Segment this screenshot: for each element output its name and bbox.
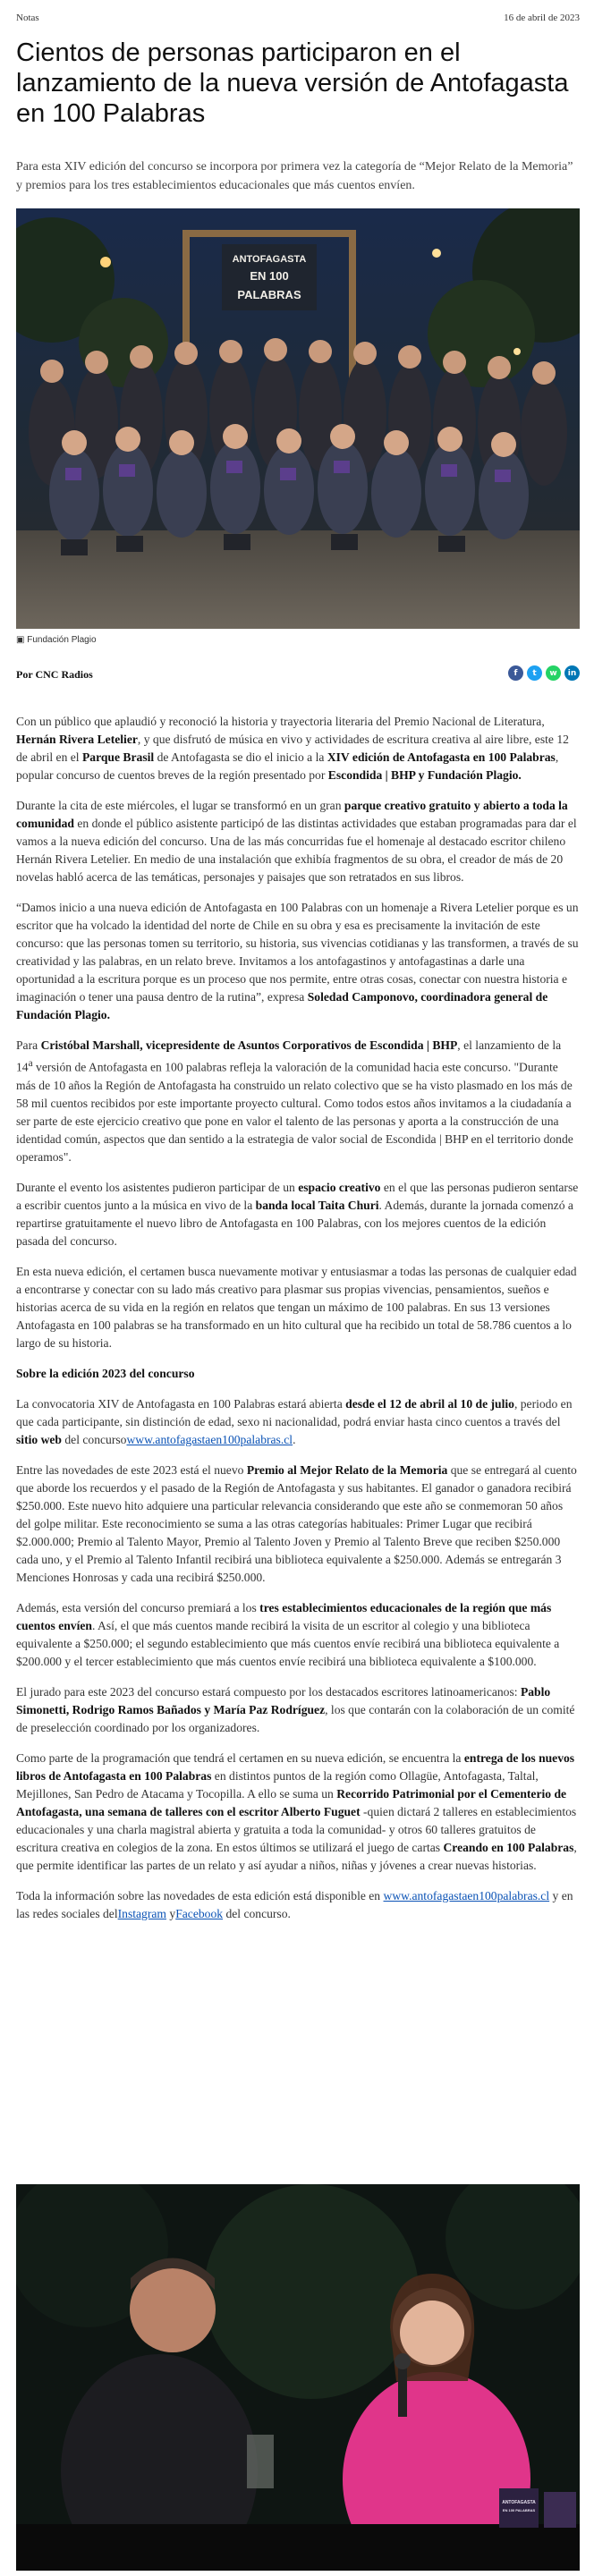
paragraph-12: Toda la información sobre las novedades de esta edición está disponible en www.antofagastaen100palabras.cl y en las redes sociales delInstagram yFacebook del concurso. [16, 1888, 573, 1920]
linkedin-icon[interactable]: in [564, 665, 580, 681]
sign-line-2: EN 100 [250, 269, 289, 283]
facebook-link[interactable]: Facebook [175, 1906, 224, 1920]
facebook-icon[interactable]: f [508, 665, 523, 681]
paragraph-8: Entre las novedades de este 2023 está el nuevo Premio al Mejor Relato de la Memoria que se entregará al cuento que aborde los recuerdos y el pasado de la Región de Antofagasta y sus habitantes. El ganador o ganadora recibirá $250.000. Este nuevo hito adquiere una particular relevancia considerando que este año se conmemoran 50 años del golpe militar. Este reconocimiento se suma a las otras categorías habituales: Primer Lugar que recibirá $2.000.000; Premio al Talento Mayor, Premio al Talento Joven y Premio al Talento Breve que reciben $250.000 cada uno, y el Premio al Talento Infantil recibirá una biblioteca equivalente a $250.000. Además se entregarán 3 Menciones Honrosas y cada una recibirá $250.000. [16, 1462, 577, 1584]
twitter-icon[interactable]: t [527, 665, 542, 681]
second-photo [16, 2184, 580, 2571]
section-heading: Sobre la edición 2023 del concurso [16, 1366, 195, 1380]
paragraph-7: La convocatoria XIV de Antofagasta en 100 Palabras estará abierta desde el 12 de abril al 10 de julio, periodo en que cada participante, sin distinción de edad, sexo ni nacionalidad, podrá enviar hasta cinco cuentos a través del sitio web del concursowww.antofagastaen100palabras.cl. [16, 1396, 573, 1446]
section-label[interactable]: Notas [16, 13, 39, 23]
sign-line-3: PALABRAS [237, 288, 301, 301]
article-title: Cientos de personas participaron en el lanzamiento de la nueva versión de Antofagasta en 100 Palabras [16, 38, 569, 128]
top-bar [16, 13, 580, 27]
sign-line-1: ANTOFAGASTA [232, 254, 307, 265]
contest-website-link[interactable]: www.antofagastaen100palabras.cl [126, 1432, 293, 1446]
article-lead: Para esta XIV edición del concurso se incorpora por primera vez la categoría de “Mejor Relato de la Memoria” y premios para los tres establecimientos educacionales que más cuentos envíen. [16, 160, 573, 192]
photo-caption-text: Fundación Plagio [27, 635, 97, 645]
paragraph-9: Además, esta versión del concurso premiará a los tres establecimientos educacionales de la región que más cuentos envíen. Así, el que más cuentos mande recibirá la visita de un escritor al colegio y una biblioteca equivalente a $250.000; el segundo establecimiento que más cuentos envíe recibirá una biblioteca equivalente a $200.000 y el tercer establecimiento que más cuentos envíe recibirá una biblioteca equivalente a $100.000. [16, 1600, 560, 1668]
photo-caption [16, 635, 97, 645]
book-title-2: EN 100 PALABRAS [502, 2508, 536, 2512]
main-photo [16, 208, 580, 629]
paragraph-4: Para Cristóbal Marshall, vicepresidente de Asuntos Corporativos de Escondida | BHP, el lanzamiento de la 14$^a$ versión de Antofagasta en 100 palabras refleja la valoración de la comunidad hacia este concurso. "Durante más de 10 años la Región de Antofagasta ha construido un relato colectivo que se ha visto plasmado en los más de 58 mil cuentos recibidos por este importante proyecto cultural. Como todos estos años invitamos a la ciudadanía a ser parte de este ejercicio creativo que pone en valor el talento de las personas y aporta a la construcción de una identidad común, aspectos que dan sentido a la estrategia de valor social de Escondida | BHP en el territorio donde operamos". [16, 1038, 573, 1164]
camera-icon: ▣ [16, 635, 25, 645]
paragraph-10: El jurado para este 2023 del concurso estará compuesto por los destacados escritores latinoamericanos: Pablo Simonetti, Rodrigo Ramos Bañados y María Paz Rodríguez, los que contarán con la colaboración de un comité de preselección coordinado por los organizadores. [16, 1684, 575, 1734]
instagram-link[interactable]: Instagram [117, 1906, 166, 1920]
paragraph-3: “Damos inicio a una nueva edición de Antofagasta en 100 Palabras con un homenaje a Rivera Letelier porque es un escritor que ha volcado la identidad del norte de Chile en su obra y esa es precisamente la invitación de este concurso: que las personas tomen su territorio, su historia, sus vivencias cotidianas y las transformen, a través de su creatividad y las palabras, en un relato breve. Invitamos a los antofagastinos y antofagastinas a darle una oportunidad a la escritura porque es un proceso que nos permite, entre otras cosas, conectar con nuestra historia e imaginación o tener una pausa dentro de la rutina”, expresa Soledad Camponovo, coordinadora general de Fundación Plagio. [16, 901, 579, 1021]
paragraph-11: Como parte de la programación que tendrá el certamen en su nueva edición, se encuentra la entrega de los nuevos libros de Antofagasta en 100 Palabras en distintos puntos de la región como Ollagüe, Antofagasta, Taltal, Mejillones, San Pedro de Atacama y Tocopilla. A ello se suma un Recorrido Patrimonial por el Cementerio de Antofagasta, una semana de talleres con el escritor Alberto Fuguet -quien dictará 2 talleres en establecimientos educacionales y una charla magistral abierta y gratuita a toda la comunidad- y otros 60 talleres gratuitos de escritura creativa en colegios de la zona. En estos últimos se utilizará el juego de cartas Creando en 100 Palabras, que permite identificar las partes de un relato y así ayudar a niños, niñas y jóvenes a crear nuevas historias. [16, 1750, 577, 1872]
byline: Por CNC Radios [16, 668, 93, 681]
publish-date: 16 de abril de 2023 [504, 13, 580, 23]
website-link[interactable]: www.antofagastaen100palabras.cl [383, 1888, 550, 1902]
book-title-1: ANTOFAGASTA [502, 2500, 536, 2505]
paragraph-1: Con un público que aplaudió y reconoció la historia y trayectoria literaria del Premio Nacional de Literatura, Hernán Rivera Letelier, y que disfrutó de música en vivo y actividades de escritura creativa al aire libre, este 12 de abril en el Parque Brasil de Antofagasta se dio el inicio a la XIV edición de Antofagasta en 100 Palabras, popular concurso de cuentos breves de la región presentado por Escondida | BHP y Fundación Plagio. [16, 715, 569, 782]
article-body [16, 713, 580, 1936]
paragraph-2: Durante la cita de este miércoles, el lugar se transformó en un gran parque creativo gratuito y abierto a toda la comunidad en donde el público asistente participó de las distintas actividades que estaban programadas para dar el vamos a la nueva edición del concurso. Una de las más concurridas fue el homenaje al destacado escritor chileno Hernán Rivera Letelier. En medio de una instalación que exhibía fragmentos de su obra, el creador de más de 20 novelas habló acerca de las temáticas, personajes y paisajes que son retratados en sus libros. [16, 799, 577, 884]
paragraph-5: Durante el evento los asistentes pudieron participar de un espacio creativo en el que las personas pudieron sentarse a escribir cuentos junto a la música en vivo de la banda local Taita Churi. Además, durante la jornada comenzó a repartirse gratuitamente el nuevo libro de Antofagasta en 100 Palabras, con los mejores cuentos de la edición pasada del concurso. [16, 1180, 579, 1248]
paragraph-6: En esta nueva edición, el certamen busca nuevamente motivar y entusiasmar a todas las personas de cualquier edad a encontrarse y conectar con su lado más creativo para plasmar sus propias vivencias, pensamientos, sueños e historias acerca de su vida en la región en relatos que tengan un máximo de 100 palabras. En sus 13 versiones Antofagasta en 100 palabras se ha transformado en un hito cultural que ha recibido un total de 58.786 cuentos a lo largo de su historia. [16, 1264, 577, 1350]
whatsapp-icon[interactable]: w [546, 665, 561, 681]
share-buttons [508, 665, 580, 681]
